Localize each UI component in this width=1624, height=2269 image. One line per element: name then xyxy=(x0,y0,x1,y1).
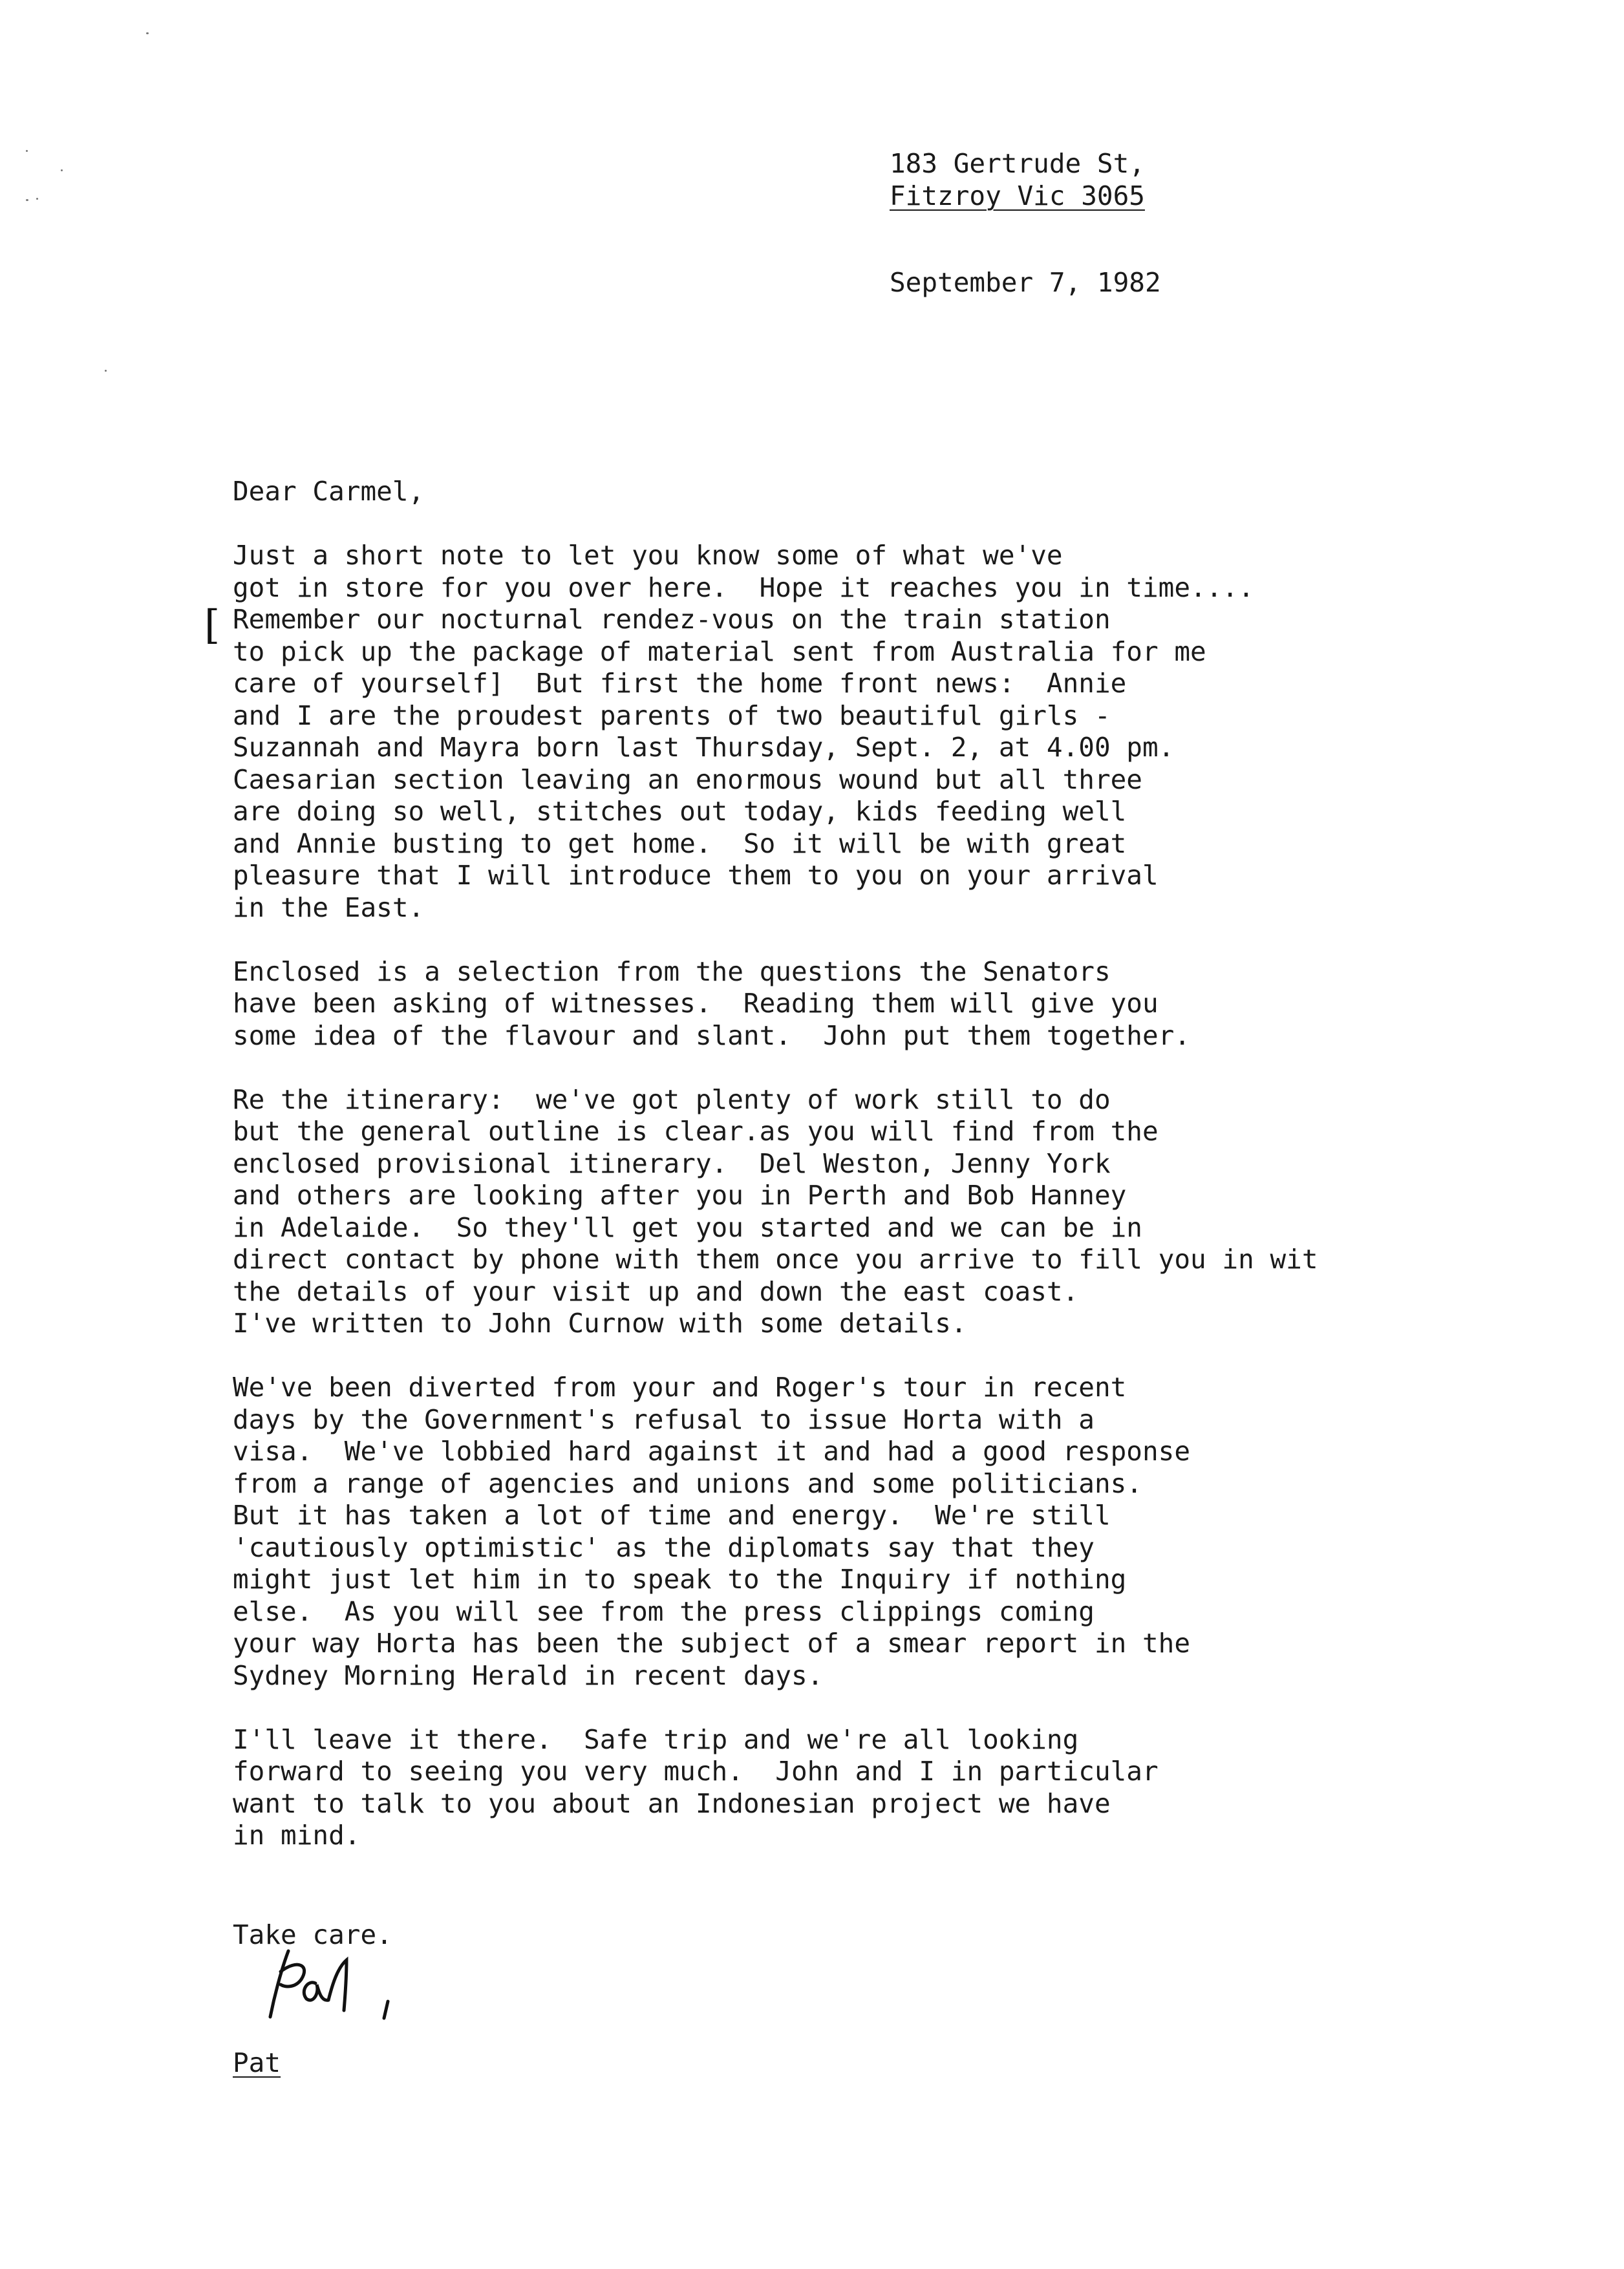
text-line: 'cautiously optimistic' as the diplomats say that they xyxy=(233,1531,1095,1563)
paragraph xyxy=(233,956,1603,1052)
text-line: and others are looking after you in Perth and Bob Hanney xyxy=(233,1180,1127,1211)
handwritten-signature xyxy=(252,1946,407,2030)
text-line: your way Horta has been the subject of a smear report in the xyxy=(233,1628,1191,1659)
letter-body xyxy=(233,476,1603,1852)
address-line-2: Fitzroy Vic 3065 xyxy=(890,180,1145,211)
scan-speck xyxy=(26,150,28,152)
text-line: Enclosed is a selection from the questions the Senators xyxy=(233,955,1111,987)
text-line: pleasure that I will introduce them to you on your arrival xyxy=(233,860,1159,891)
handwritten-bracket-mark: [ xyxy=(204,601,220,648)
salutation: Dear Carmel, xyxy=(233,476,425,507)
text-line: are doing so well, stitches out today, kids feeding well xyxy=(233,796,1127,827)
text-line: Sydney Morning Herald in recent days. xyxy=(233,1659,824,1691)
text-line: from a range of agencies and unions and some politicians. xyxy=(233,1467,1142,1499)
text-line: some idea of the flavour and slant. John put them together. xyxy=(233,1019,1191,1051)
letter-date: September 7, 1982 xyxy=(890,267,1161,298)
text-line: Re the itinerary: we've got plenty of work still to do xyxy=(233,1083,1111,1115)
text-line: in Adelaide. So they'll get you started and we can be in xyxy=(233,1211,1142,1243)
text-line: direct contact by phone with them once you arrive to fill you in wit xyxy=(233,1244,1318,1275)
text-line: but the general outline is clear.as you will find from the xyxy=(233,1116,1159,1147)
scan-speck xyxy=(26,199,28,201)
text-line: want to talk to you about an Indonesian project we have xyxy=(233,1787,1111,1819)
text-line: Just a short note to let you know some of what we've xyxy=(233,540,1063,571)
text-line: got in store for you over here. Hope it reaches you in time.... xyxy=(233,571,1254,603)
text-line: Suzannah and Mayra born last Thursday, Sept. 2, at 4.00 pm. xyxy=(233,732,1175,763)
text-line: forward to seeing you very much. John and I in particular xyxy=(233,1756,1159,1787)
address-line-1: 183 Gertrude St, xyxy=(890,148,1145,179)
text-line: Remember our nocturnal rendez-vous on the train station xyxy=(233,604,1111,635)
text-line: days by the Government's refusal to issue Horta with a xyxy=(233,1403,1095,1435)
text-line: else. As you will see from the press clippings coming xyxy=(233,1595,1095,1627)
signature-name: Pat xyxy=(233,2047,281,2078)
text-line: and Annie busting to get home. So it will be with great xyxy=(233,827,1127,859)
paragraph xyxy=(233,1724,1603,1852)
scan-speck xyxy=(105,370,107,372)
text-line: enclosed provisional itinerary. Del Weston, Jenny York xyxy=(233,1147,1111,1179)
text-line: have been asking of witnesses. Reading them will give you xyxy=(233,988,1159,1019)
paragraph xyxy=(233,1084,1603,1340)
closing: Take care. xyxy=(233,1919,392,1950)
text-line: I've written to John Curnow with some details. xyxy=(233,1308,967,1339)
paragraph xyxy=(233,540,1603,924)
scan-speck xyxy=(36,198,38,200)
sender-address xyxy=(890,147,1145,212)
text-line: Caesarian section leaving an enormous wound but all three xyxy=(233,763,1142,795)
text-line: visa. We've lobbied hard against it and had a good response xyxy=(233,1436,1191,1467)
text-line: We've been diverted from your and Roger's tour in recent xyxy=(233,1372,1127,1403)
text-line: in mind. xyxy=(233,1820,361,1851)
text-line: I'll leave it there. Safe trip and we're all looking xyxy=(233,1723,1079,1755)
text-line: in the East. xyxy=(233,891,425,923)
text-line: the details of your visit up and down the east coast. xyxy=(233,1275,1079,1307)
text-line: But it has taken a lot of time and energy. We're still xyxy=(233,1500,1111,1531)
paragraph xyxy=(233,1372,1603,1692)
scan-speck xyxy=(146,32,149,34)
text-line: to pick up the package of material sent from Australia for me xyxy=(233,635,1206,667)
scan-speck xyxy=(61,169,63,171)
text-line: might just let him in to speak to the Inquiry if nothing xyxy=(233,1564,1127,1595)
text-line: and I are the proudest parents of two beautiful girls - xyxy=(233,699,1111,731)
text-line: care of yourself] But first the home front news: Annie xyxy=(233,668,1127,699)
